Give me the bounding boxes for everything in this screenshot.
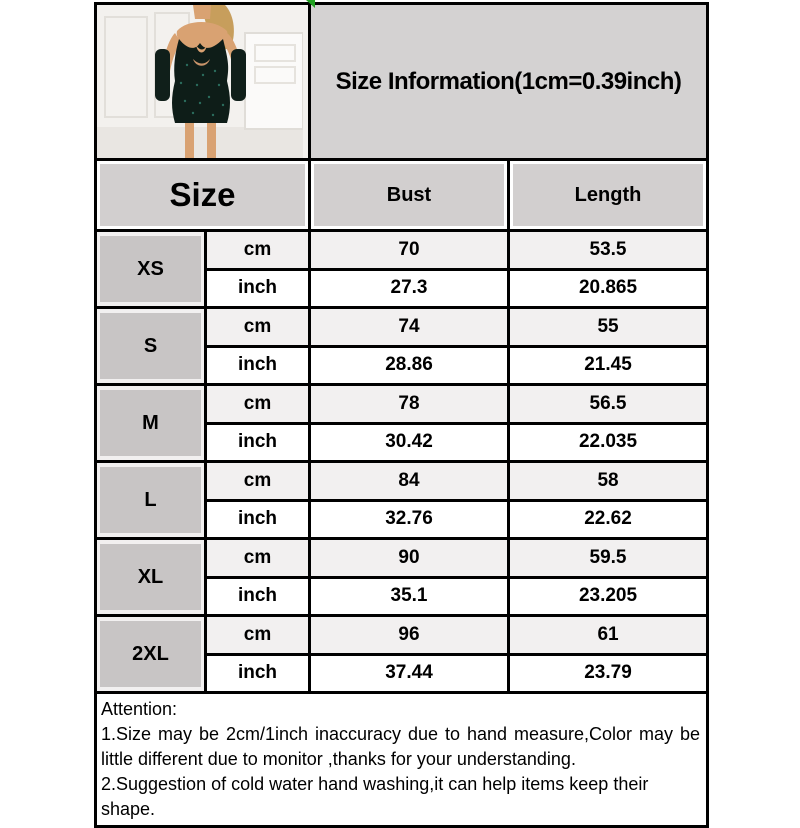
attention-note-1: 1.Size may be 2cm/1inch inaccuracy due to hand measure,Color may be little different due to monitor ,thanks for your understanding.: [101, 724, 701, 769]
size-table: [94, 2, 709, 828]
xl-bust-inch: 35.1: [310, 577, 509, 616]
table-row-xs-cm: [96, 231, 708, 270]
column-header-bust: Bust: [314, 164, 504, 226]
attention-row: [96, 693, 708, 827]
unit-inch-cell: inch: [206, 654, 310, 693]
m-bust-inch: 30.42: [310, 423, 509, 462]
attention-box: [96, 693, 708, 827]
2xl-length-inch: 23.79: [509, 654, 708, 693]
unit-cm-cell: cm: [206, 308, 310, 347]
m-bust-cm: 78: [310, 385, 509, 424]
xs-length-inch: 20.865: [509, 269, 708, 308]
s-length-inch: 21.45: [509, 346, 708, 385]
size-info-title: Size Information(1cm=0.39inch): [335, 67, 682, 95]
column-header-length: Length: [513, 164, 703, 226]
xl-bust-cm: 90: [310, 539, 509, 578]
unit-inch-cell: inch: [206, 577, 310, 616]
unit-inch-cell: inch: [206, 269, 310, 308]
unit-inch-cell: inch: [206, 346, 310, 385]
unit-inch-cell: inch: [206, 500, 310, 539]
table-row-2xl-cm: [96, 616, 708, 655]
l-length-cm: 58: [509, 462, 708, 501]
green-corner-marker-icon: [306, 0, 315, 8]
photo-floor: [97, 127, 303, 158]
attention-note-2: 2.Suggestion of cold water hand washing,it can help items keep their shape.: [101, 774, 649, 819]
size-label-l: L: [100, 467, 201, 533]
model-left-leg: [185, 117, 194, 158]
2xl-bust-inch: 37.44: [310, 654, 509, 693]
table-row-l-cm: [96, 462, 708, 501]
header-row: [96, 160, 708, 231]
size-label-m: M: [100, 390, 201, 456]
unit-inch-cell: inch: [206, 423, 310, 462]
product-photo: [96, 4, 310, 160]
top-row: [96, 4, 708, 160]
dress-left-sleeve: [155, 49, 170, 101]
model-right-leg: [207, 117, 216, 158]
size-chart-sheet: [94, 2, 706, 828]
product-photo-illustration: [97, 5, 303, 158]
l-bust-inch: 32.76: [310, 500, 509, 539]
xl-length-inch: 23.205: [509, 577, 708, 616]
size-label-s: S: [100, 313, 201, 379]
xs-length-cm: 53.5: [509, 231, 708, 270]
column-header-size: Size: [100, 164, 305, 226]
unit-cm-cell: cm: [206, 616, 310, 655]
xs-bust-cm: 70: [310, 231, 509, 270]
attention-title: Attention:: [101, 699, 178, 719]
s-length-cm: 55: [509, 308, 708, 347]
size-label-2xl: 2XL: [100, 621, 201, 687]
xs-bust-inch: 27.3: [310, 269, 509, 308]
table-row-m-cm: [96, 385, 708, 424]
table-row-xl-cm: [96, 539, 708, 578]
unit-cm-cell: cm: [206, 462, 310, 501]
unit-cm-cell: cm: [206, 385, 310, 424]
m-length-inch: 22.035: [509, 423, 708, 462]
m-length-cm: 56.5: [509, 385, 708, 424]
size-label-xs: XS: [100, 236, 201, 302]
model-neck: [193, 5, 211, 19]
size-info-title-cell: [310, 4, 708, 160]
l-length-inch: 22.62: [509, 500, 708, 539]
table-row-s-cm: [96, 308, 708, 347]
xl-length-cm: 59.5: [509, 539, 708, 578]
unit-cm-cell: cm: [206, 539, 310, 578]
l-bust-cm: 84: [310, 462, 509, 501]
unit-cm-cell: cm: [206, 231, 310, 270]
2xl-bust-cm: 96: [310, 616, 509, 655]
2xl-length-cm: 61: [509, 616, 708, 655]
s-bust-inch: 28.86: [310, 346, 509, 385]
size-label-xl: XL: [100, 544, 201, 610]
dress-right-sleeve: [231, 49, 246, 101]
s-bust-cm: 74: [310, 308, 509, 347]
